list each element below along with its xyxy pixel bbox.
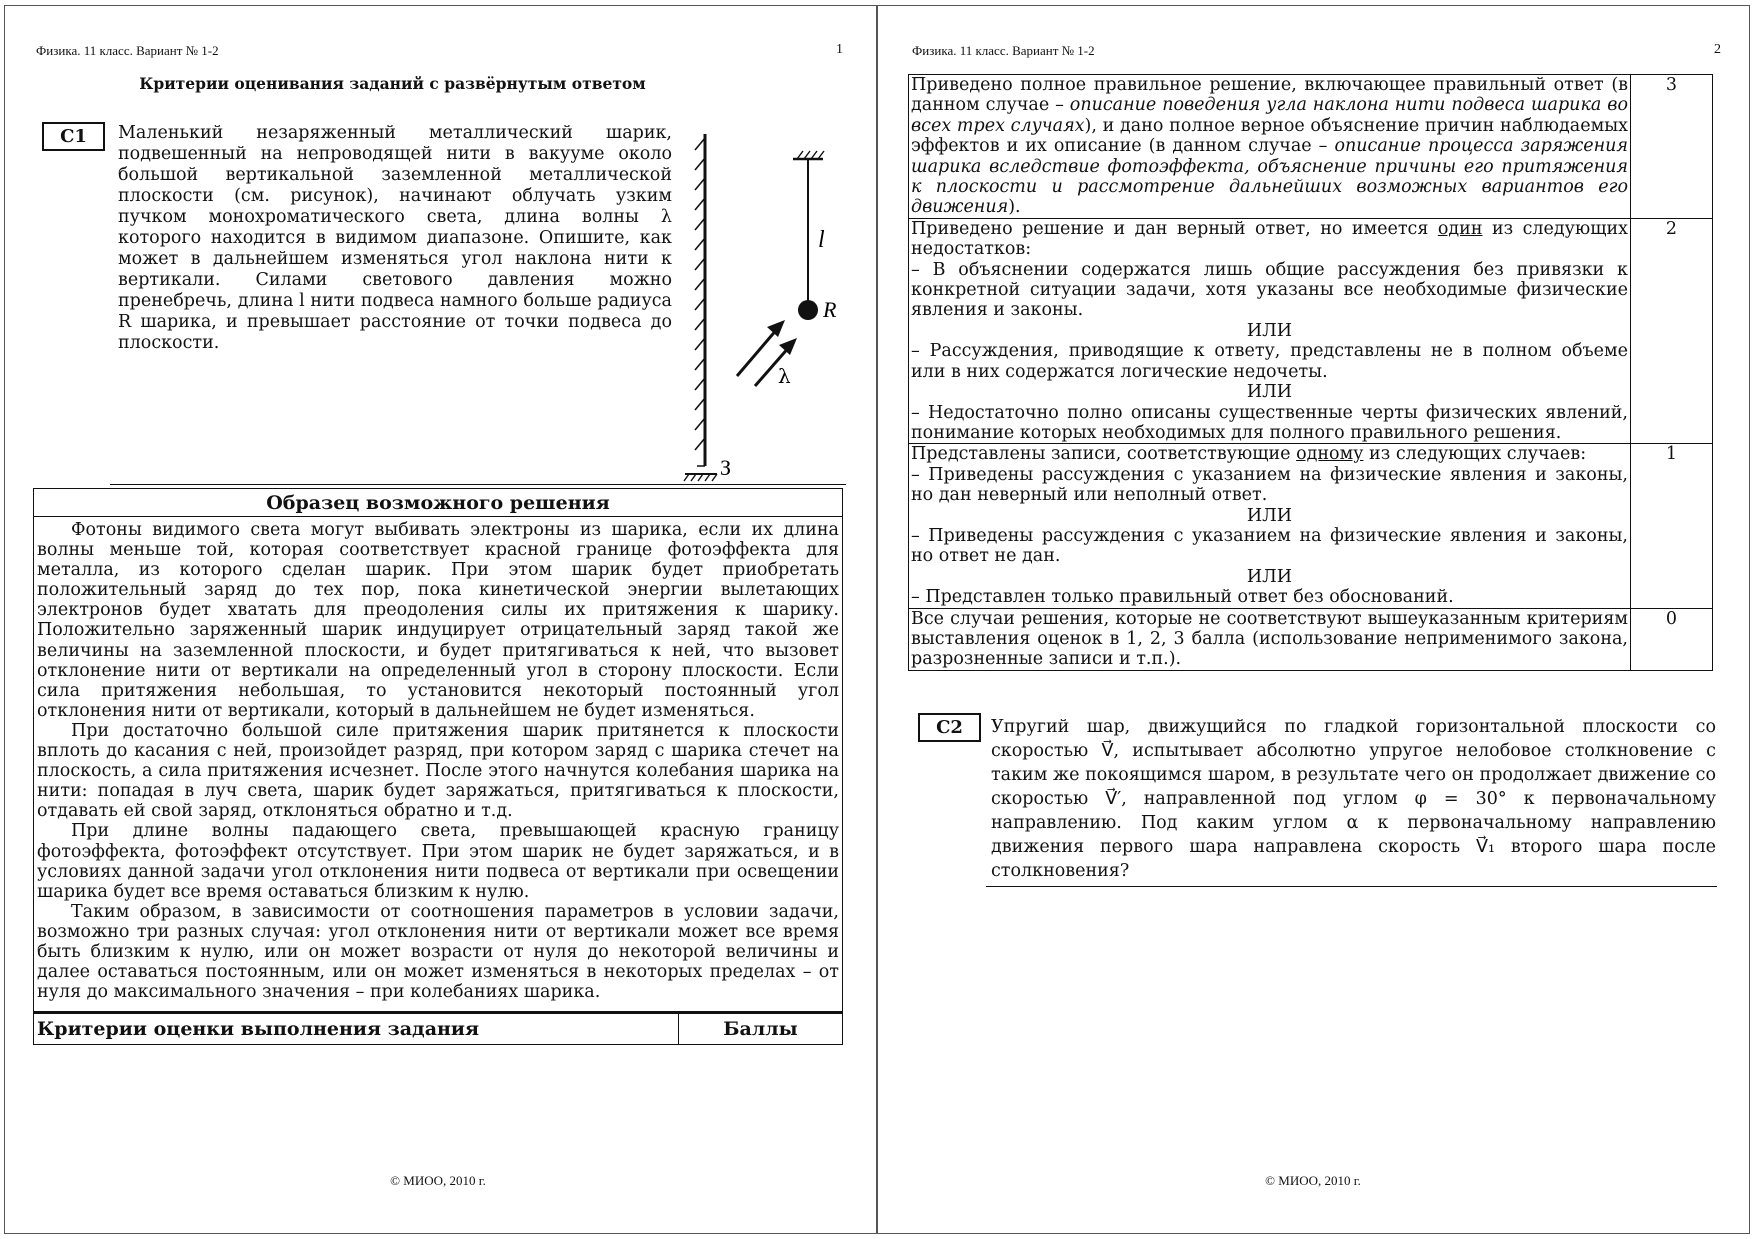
table-row	[909, 444, 1713, 608]
points-cell: 0	[1631, 608, 1713, 670]
criteria-intro	[911, 219, 1628, 260]
criteria-header-row	[33, 1012, 843, 1045]
table-row	[909, 608, 1713, 670]
or-separator: ИЛИ	[1246, 566, 1293, 587]
solution-box	[33, 488, 843, 1012]
metal-ball	[798, 300, 818, 320]
solution-paragraph: Фотоны видимого света могут выбивать электроны из шарика, если их длина волны меньше той, которая соответствует красной границе фотоэффекта для металла, из которого сделан шарик. При этом шарик будет приобретать положительный заряд до тех пор, пока кинетической энергии вылетающих электронов будет хватать для преодоления силы их притяжения к шарику. Положительно заряженный шарик индуцирует отрицательный заряд такой же величины на заземленной плоскости, и будет притягиваться к ней, что вызовет отклонение нити от вертикали на определенный угол в сторону плоскости. Если сила притяжения небольшая, то установится некоторый постоянный угол отклонения нити от вертикали, который в дальнейшем не будет изменяться.	[37, 520, 839, 721]
points-header-label: Баллы	[678, 1014, 842, 1045]
criteria-text: Представлены записи, соответствующие	[911, 444, 1297, 465]
points-cell: 1	[1631, 444, 1713, 608]
criteria-item: – Рассуждения, приводящие к ответу, представлены не в полном объеме или в них содержатся логические недочеты.	[911, 341, 1628, 382]
task-c1-text: Маленький незаряженный металлический шарик, подвешенный на непроводящей нити в вакууме около большой вертикальной заземленной металлической плоскости (см. рисунок), начинают облучать узким пучком монохроматического света, длина волны λ которого находится в видимом диапазоне. Опишите, как может в дальнейшем изменяться угол наклона нити к вертикали. Силами светового давления можно пренебречь, длина l нити подвеса намного больше радиуса R шарика, и превышает расстояние от точки подвеса до плоскости.	[118, 123, 672, 353]
task-badge-c1: C1	[42, 122, 105, 151]
points-cell: 2	[1631, 218, 1713, 443]
criteria-underlined: один	[1437, 218, 1483, 239]
criteria-item: – В объяснении содержатся лишь общие рассуждения без привязки к конкретной ситуации задачи, хотя указаны все необходимые физические явления и законы.	[911, 259, 1628, 321]
ground-label: З	[720, 455, 732, 480]
criteria-text: Приведено полное правильное решение, включающее правильный ответ (в данном случае –	[911, 75, 1628, 116]
criteria-cell	[909, 444, 1631, 608]
solution-body	[34, 517, 842, 1002]
page-number: 1	[836, 42, 843, 57]
table-row	[909, 75, 1713, 219]
criteria-text: ), и дано полное верное объяснение причин наблюдаемых эффектов и их описание (в данном случае –	[911, 115, 1628, 157]
criteria-italic: описание поведения угла наклона нити подвеса шарика во всех трех случаях	[911, 95, 1628, 136]
task-c2-text: Упругий шар, движущийся по гладкой горизонтальной плоскости со скоростью V⃗, испытывает абсолютно упругое нелобовое столкновение с таким же покоящимся шаром, в результате чего он продолжает движение со скоростью V⃗′, направленной под углом φ = 30° к первоначальному направлению. Под каким углом α к первоначальному направлению движения первого шара направлена скорость V⃗₁ второго шара после столкновения?	[991, 717, 1716, 881]
table-row	[909, 218, 1713, 443]
criteria-cell	[909, 75, 1631, 219]
grounded-plate	[684, 134, 717, 481]
physics-figure	[675, 124, 865, 484]
criteria-item: – Приведены рассуждения с указанием на физические явления и законы, но дан неверный или неполный ответ.	[911, 464, 1628, 506]
criteria-italic: описание процесса заряжения шарика вследствие фотоэффекта, объяснение причины его притяжения к плоскости и рассмотрение дальнейших возможных вариантов его движения	[911, 136, 1629, 218]
separator-line	[110, 484, 846, 485]
grading-table	[908, 74, 1713, 671]
thread-length-label: l	[818, 227, 825, 253]
criteria-header-label: Критерии оценки выполнения задания	[37, 1018, 480, 1040]
criteria-cell	[909, 218, 1631, 443]
page-footer: © МИОО, 2010 г.	[1265, 1173, 1361, 1188]
criteria-intro	[911, 444, 1628, 464]
points-cell: 3	[1631, 75, 1713, 219]
or-separator: ИЛИ	[1246, 320, 1293, 341]
page-header: Физика. 11 класс. Вариант № 1-2	[912, 43, 1095, 58]
solution-paragraph: Таким образом, в зависимости от соотношения параметров в условии задачи, возможно три разных случая: угол отклонения нити от вертикали может все время быть близким к нулю, или он может возрасти от нуля до некоторой величины и далее оставаться постоянным, или он может изменяться в некоторых пределах – от нуля до максимального значения – при колебаниях шарика.	[37, 901, 839, 1003]
task-badge-c2: C2	[918, 713, 981, 742]
criteria-item: – Представлен только правильный ответ без обоснований.	[911, 587, 1454, 608]
page-footer: © МИОО, 2010 г.	[390, 1173, 486, 1188]
page-number: 2	[1714, 42, 1721, 57]
criteria-text: из следующих недостатков:	[911, 218, 1629, 260]
ball-radius-label: R	[823, 297, 837, 322]
criteria-item: – Приведены рассуждения с указанием на физические явления и законы, но ответ не дан.	[911, 525, 1628, 567]
criteria-text: ).	[1008, 197, 1021, 218]
separator-line	[986, 886, 1717, 887]
criteria-text: из следующих случаев:	[1363, 444, 1587, 465]
solution-heading: Образец возможного решения	[34, 489, 842, 517]
page-right	[877, 5, 1750, 1234]
criteria-underlined: одному	[1296, 444, 1364, 465]
or-separator: ИЛИ	[1246, 505, 1293, 526]
criteria-item: – Недостаточно полно описаны существенные черты физических явлений, понимание которых необходимых для полного правильного решения.	[911, 402, 1628, 443]
suspension-point	[793, 151, 824, 159]
wavelength-label: λ	[778, 364, 791, 388]
solution-paragraph: При длине волны падающего света, превышающей красную границу фотоэффекта, фотоэффект отсутствует. При этом шарик не будет заряжаться, и в условиях данной задачи угол отклонения нити подвеса от вертикали при освещении шарика будет все время оставаться близким к нулю.	[37, 821, 839, 902]
criteria-cell: Все случаи решения, которые не соответствуют вышеуказанным критериям выставления оценок в 1, 2, 3 балла (использование неприменимого закона, разрозненные записи и т.п.).	[909, 608, 1631, 670]
page-title: Критерии оценивания заданий с развёрнутым ответом	[139, 74, 646, 93]
solution-paragraph: При достаточно большой силе притяжения шарик притянется к плоскости вплоть до касания с ней, произойдет разряд, при котором заряд с шарика стечет на плоскость, а сила притяжения исчезнет. После этого начнутся колебания шарика на нити: попадая в луч света, шарик будет заряжаться, притягиваться к плоскости, отдавать ей свой заряд, отклоняться обратно и т.д.	[37, 720, 839, 822]
page-header: Физика. 11 класс. Вариант № 1-2	[36, 43, 219, 58]
or-separator: ИЛИ	[1246, 382, 1293, 403]
criteria-text: Приведено решение и дан верный ответ, но имеется	[911, 218, 1438, 239]
page-left	[4, 5, 877, 1234]
